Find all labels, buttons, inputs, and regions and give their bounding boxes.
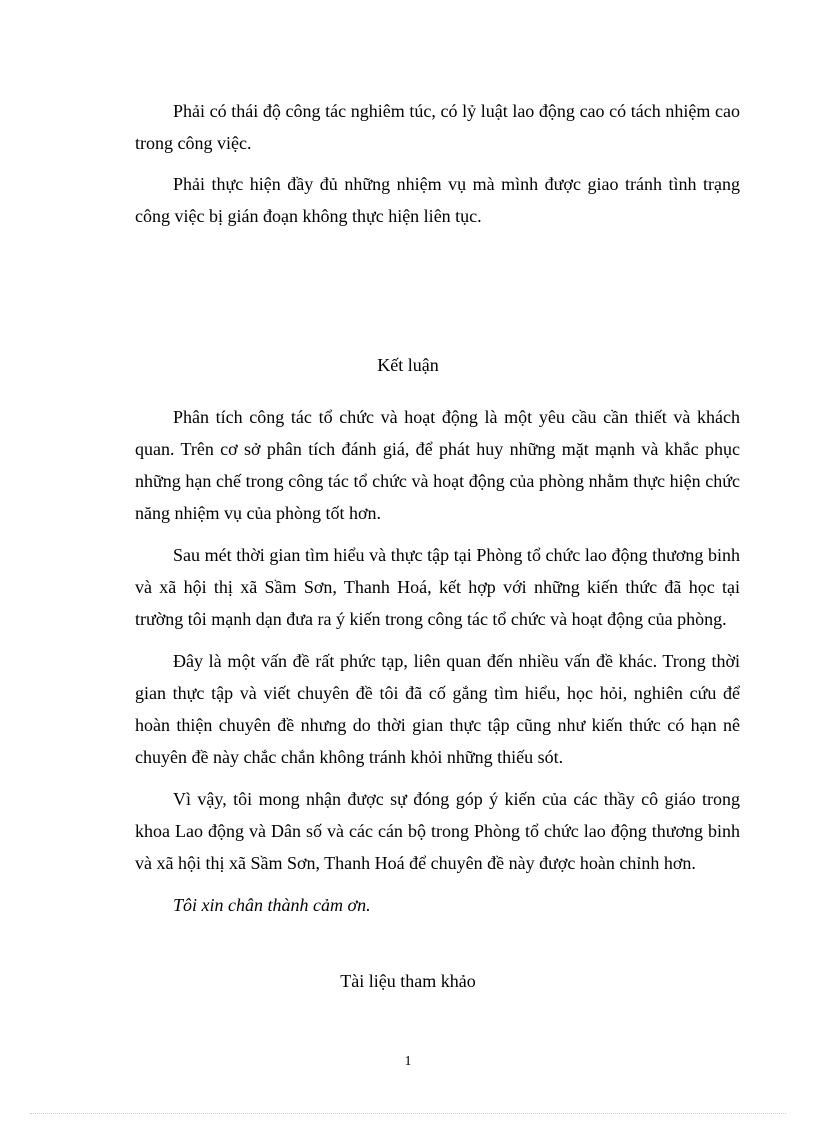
- intro-paragraph-1: Phải có thái độ công tác nghiêm túc, có lỷ luật lao động cao có tách nhiệm cao trong công việc.: [135, 101, 740, 153]
- conclusion-paragraph-2: Sau mét thời gian tìm hiểu và thực tập tại Phòng tổ chức lao động thương binh và xã hội thị xã Sầm Sơn, Thanh Hoá, kết hợp với những kiến thức đã học tại trường tôi mạnh dạn đưa ra ý kiến trong công tác tổ chức và hoạt động của phòng.: [135, 545, 740, 629]
- conclusion-paragraph-1: Phân tích công tác tổ chức và hoạt động là một yêu cầu cần thiết và khách quan. Trên cơ sở phân tích đánh giá, để phát huy những mặt mạnh và khắc phục những hạn chế trong công tác tổ chức và hoạt động của phòng nhằm thực hiện chức năng nhiệm vụ của phòng tốt hơn.: [135, 407, 740, 523]
- page-number: 1: [404, 1054, 412, 1069]
- conclusion-title: Kết luận: [377, 355, 439, 375]
- conclusion-paragraph-3: Đây là một vấn đề rất phức tạp, liên quan đến nhiều vấn đề khác. Trong thời gian thực tập và viết chuyên đề tôi đã cố gắng tìm hiểu, học hỏi, nghiên cứu để hoàn thiện chuyên đề nhưng do thời gian thực tập cũng như kiến thức có hạn nê chuyên đề này chắc chắn không tránh khỏi những thiếu sót.: [135, 651, 740, 767]
- references-title: Tài liệu tham khảo: [340, 971, 476, 991]
- conclusion-section: [135, 401, 740, 921]
- thanks-line: Tôi xin chân thành cảm ơn.: [173, 895, 371, 915]
- intro-section: [135, 95, 740, 232]
- page-bottom-rule: [30, 1113, 786, 1114]
- intro-paragraph-2: Phải thực hiện đầy đủ những nhiệm vụ mà mình được giao tránh tình trạng công việc bị gián đoạn không thực hiện liên tục.: [135, 174, 740, 226]
- conclusion-paragraph-4: Vì vậy, tôi mong nhận được sự đóng góp ý kiến của các thầy cô giáo trong khoa Lao động và Dân số và các cán bộ trong Phòng tổ chức lao động thương binh và xã hội thị xã Sầm Sơn, Thanh Hoá để chuyên đề này được hoàn chỉnh hơn.: [135, 789, 740, 873]
